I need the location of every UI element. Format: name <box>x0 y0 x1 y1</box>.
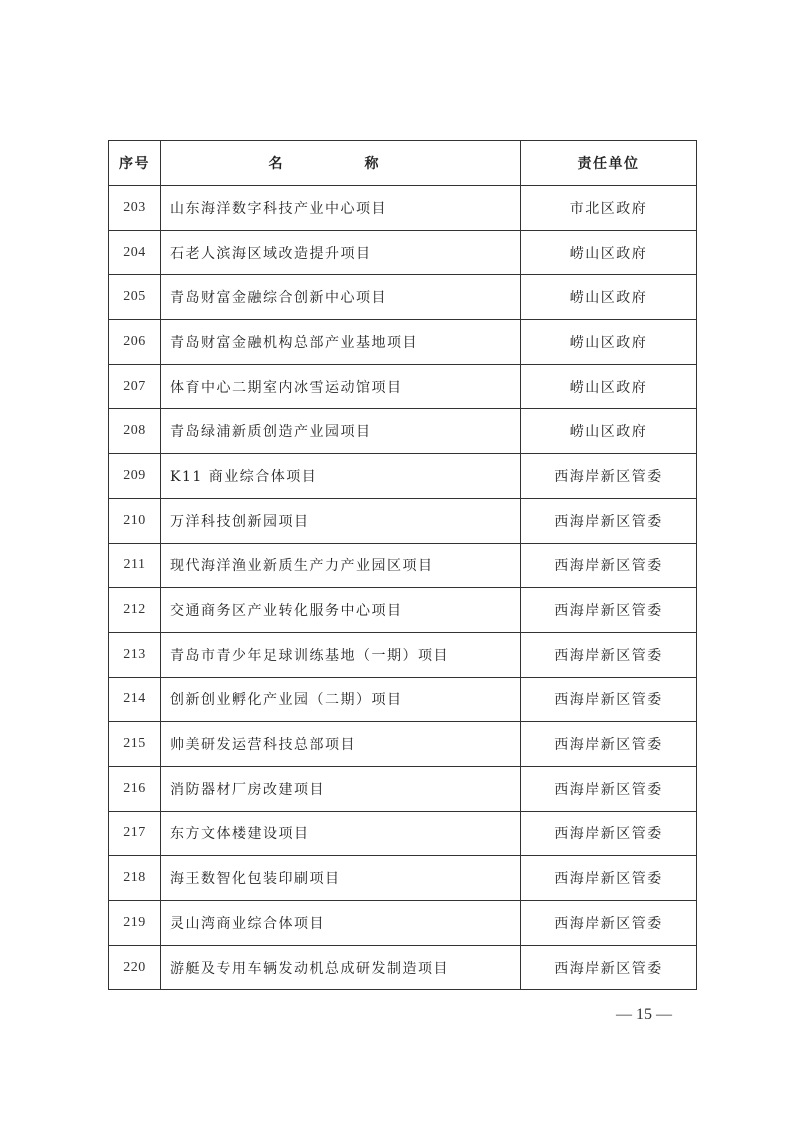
row-unit: 西海岸新区管委 <box>521 543 697 588</box>
row-unit: 西海岸新区管委 <box>521 811 697 856</box>
row-unit: 西海岸新区管委 <box>521 498 697 543</box>
row-name: 万洋科技创新园项目 <box>161 498 521 543</box>
table-row <box>109 811 697 856</box>
row-index: 216 <box>109 766 161 811</box>
row-unit: 西海岸新区管委 <box>521 454 697 499</box>
table-row <box>109 722 697 767</box>
row-index: 207 <box>109 364 161 409</box>
row-index: 206 <box>109 320 161 365</box>
page-number: — 15 — <box>616 1006 672 1023</box>
row-name: 青岛市青少年足球训练基地（一期）项目 <box>161 632 521 677</box>
row-name: 帅美研发运营科技总部项目 <box>161 722 521 767</box>
row-index: 209 <box>109 454 161 499</box>
row-unit: 西海岸新区管委 <box>521 632 697 677</box>
table-row <box>109 945 697 990</box>
row-name: 体育中心二期室内冰雪运动馆项目 <box>161 364 521 409</box>
table-row <box>109 364 697 409</box>
row-name: 交通商务区产业转化服务中心项目 <box>161 588 521 633</box>
row-unit: 崂山区政府 <box>521 230 697 275</box>
row-unit: 西海岸新区管委 <box>521 856 697 901</box>
row-index: 212 <box>109 588 161 633</box>
row-index: 220 <box>109 945 161 990</box>
table-row <box>109 454 697 499</box>
row-unit: 崂山区政府 <box>521 364 697 409</box>
row-index: 210 <box>109 498 161 543</box>
table-row <box>109 632 697 677</box>
header-name <box>161 141 521 186</box>
row-name: 灵山湾商业综合体项目 <box>161 901 521 946</box>
row-index: 203 <box>109 186 161 231</box>
row-index: 208 <box>109 409 161 454</box>
row-index: 218 <box>109 856 161 901</box>
row-unit: 西海岸新区管委 <box>521 588 697 633</box>
row-name: 海王数智化包装印刷项目 <box>161 856 521 901</box>
table-row <box>109 677 697 722</box>
header-name-label: 名 称 <box>268 156 413 172</box>
table-row <box>109 543 697 588</box>
row-name: 东方文体楼建设项目 <box>161 811 521 856</box>
row-index: 217 <box>109 811 161 856</box>
row-name: 石老人滨海区域改造提升项目 <box>161 230 521 275</box>
row-unit: 崂山区政府 <box>521 409 697 454</box>
table-row <box>109 901 697 946</box>
row-name: 现代海洋渔业新质生产力产业园区项目 <box>161 543 521 588</box>
row-index: 205 <box>109 275 161 320</box>
table-row <box>109 766 697 811</box>
row-unit: 市北区政府 <box>521 186 697 231</box>
table-row <box>109 409 697 454</box>
row-index: 214 <box>109 677 161 722</box>
row-index: 219 <box>109 901 161 946</box>
row-unit: 西海岸新区管委 <box>521 945 697 990</box>
row-name: 青岛财富金融综合创新中心项目 <box>161 275 521 320</box>
row-unit: 西海岸新区管委 <box>521 901 697 946</box>
table-row <box>109 320 697 365</box>
project-table <box>108 140 697 990</box>
row-name: 青岛财富金融机构总部产业基地项目 <box>161 320 521 365</box>
row-name: 山东海洋数字科技产业中心项目 <box>161 186 521 231</box>
row-unit: 西海岸新区管委 <box>521 722 697 767</box>
row-name: 青岛绿浦新质创造产业园项目 <box>161 409 521 454</box>
row-name: K11 商业综合体项目 <box>161 454 521 499</box>
table-header-row <box>109 141 697 186</box>
row-unit: 西海岸新区管委 <box>521 677 697 722</box>
table-row <box>109 498 697 543</box>
row-index: 213 <box>109 632 161 677</box>
row-index: 204 <box>109 230 161 275</box>
table-row <box>109 230 697 275</box>
table-row <box>109 275 697 320</box>
row-unit: 西海岸新区管委 <box>521 766 697 811</box>
table-row <box>109 186 697 231</box>
row-index: 211 <box>109 543 161 588</box>
table-row <box>109 588 697 633</box>
row-index: 215 <box>109 722 161 767</box>
table-body <box>109 186 697 990</box>
header-index: 序号 <box>109 141 161 186</box>
row-name: 消防器材厂房改建项目 <box>161 766 521 811</box>
row-unit: 崂山区政府 <box>521 275 697 320</box>
row-name: 游艇及专用车辆发动机总成研发制造项目 <box>161 945 521 990</box>
table-row <box>109 856 697 901</box>
header-unit: 责任单位 <box>521 141 697 186</box>
row-name: 创新创业孵化产业园（二期）项目 <box>161 677 521 722</box>
row-unit: 崂山区政府 <box>521 320 697 365</box>
